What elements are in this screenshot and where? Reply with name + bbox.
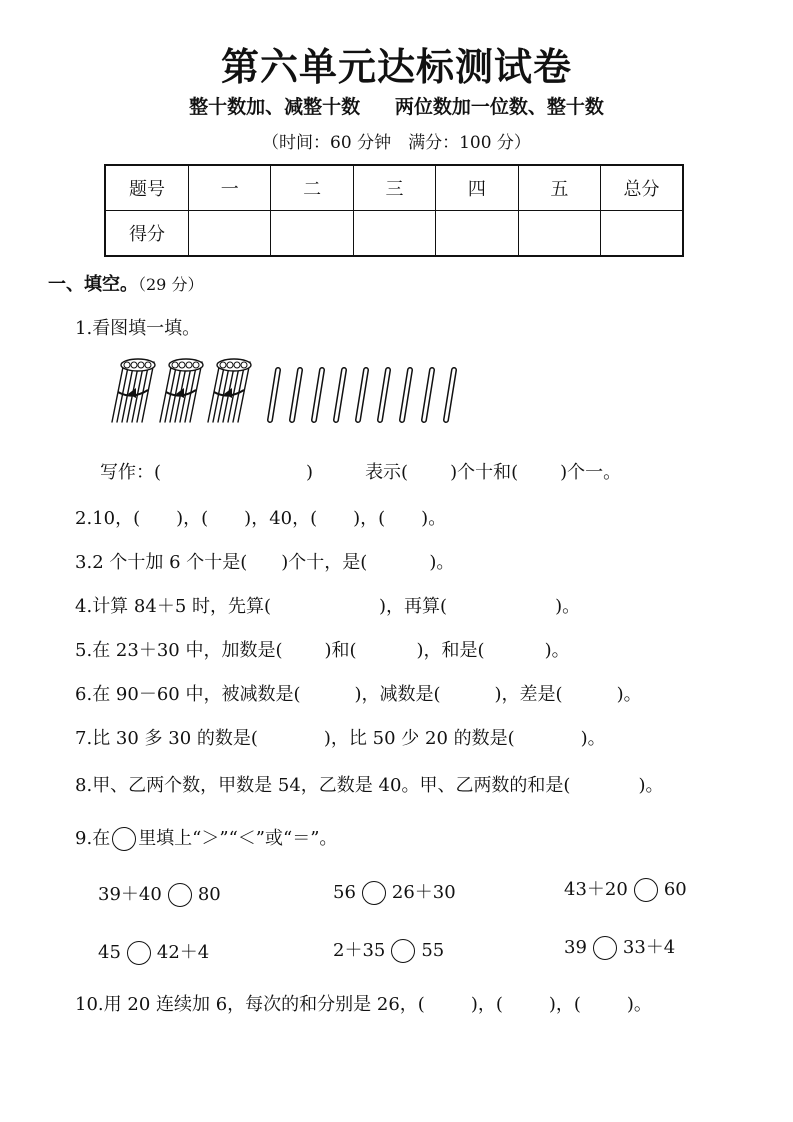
compare-circle[interactable]: [127, 941, 151, 965]
question-6: [75, 680, 642, 706]
question-number: 4.: [75, 596, 93, 617]
score-header-cell: 一: [189, 165, 271, 211]
compare-circle[interactable]: [593, 936, 617, 960]
question-text: )，(: [176, 508, 209, 529]
question-7: [75, 724, 606, 750]
compare-left: 45: [98, 942, 121, 963]
question-text: 10，(: [92, 508, 141, 529]
question-text: 里填上“＞”“＜”或“＝”。: [138, 828, 338, 849]
score-header-cell: 总分: [601, 165, 683, 211]
single-stick-icon: [424, 370, 432, 420]
score-header-cell: 五: [518, 165, 600, 211]
single-stick-icon: [314, 370, 322, 420]
question-10: [75, 990, 652, 1016]
question-number: 5.: [75, 640, 93, 661]
stick-bundle-icon: [160, 359, 203, 422]
question-text: )，差是(: [494, 684, 563, 705]
question-text: 在 23＋30 中，加数是(: [92, 640, 283, 661]
question-text: )。: [429, 552, 455, 573]
circle-icon: [112, 827, 136, 851]
score-table-header-row: [105, 165, 683, 211]
question-5: [75, 636, 570, 662]
question-text: )。: [555, 596, 581, 617]
compare-left: 39＋40: [98, 884, 162, 905]
subtitle-right: 两位数加一位数、整十数: [394, 96, 604, 118]
page-title: 第六单元达标测试卷: [220, 45, 572, 89]
question-text: 在 90－60 中，被减数是(: [92, 684, 301, 705]
stick-bundles: [112, 359, 251, 422]
score-header-cell: 三: [353, 165, 435, 211]
question-text: )，(: [548, 994, 581, 1015]
compare-right: 26＋30: [391, 882, 456, 903]
compare-item: [98, 880, 221, 907]
question-number: 9.: [75, 828, 93, 849]
question-number: 8.: [75, 775, 93, 796]
single-stick-icon: [402, 370, 410, 420]
subtitle-left: 整十数加、减整十数: [189, 96, 361, 118]
question-text: )。: [626, 994, 652, 1015]
compare-left: 39: [564, 937, 587, 958]
compare-left: 2＋35: [333, 940, 386, 961]
question-number: 7.: [75, 728, 93, 749]
question-text: 在: [92, 828, 111, 849]
write-label: 写作：(: [100, 462, 162, 483]
section-heading: [48, 270, 203, 296]
compare-right: 80: [197, 884, 221, 905]
stick-bundle-icon: [208, 359, 251, 422]
represent-end: )个一。: [560, 462, 622, 483]
score-table-score-row: [105, 211, 683, 257]
question-1-answers: [100, 458, 621, 484]
single-stick-icon: [336, 370, 344, 420]
question-text: )。: [544, 640, 570, 661]
compare-item: [98, 938, 209, 965]
score-input-cell[interactable]: [353, 211, 435, 257]
score-input-cell[interactable]: [601, 211, 683, 257]
score-header-cell: 四: [436, 165, 518, 211]
single-stick-icon: [380, 370, 388, 420]
question-text: )个十，是(: [281, 552, 368, 573]
question-3: [75, 548, 454, 574]
stick-bundle-icon: [112, 359, 155, 422]
section-points: （29 分）: [138, 275, 204, 294]
compare-circle[interactable]: [634, 878, 658, 902]
question-text: )。: [580, 728, 606, 749]
compare-item: [333, 878, 456, 905]
question-number: 6.: [75, 684, 93, 705]
score-header-cell: 题号: [105, 165, 189, 211]
compare-circle[interactable]: [362, 881, 386, 905]
score-input-cell[interactable]: [271, 211, 353, 257]
question-text: )，再算(: [379, 596, 448, 617]
write-close: ): [306, 462, 314, 483]
page-subtitle: [0, 92, 793, 119]
score-header-cell: 二: [271, 165, 353, 211]
question-8: [75, 771, 664, 797]
question-text: )，40，(: [244, 508, 318, 529]
compare-left: 43＋20: [564, 879, 628, 900]
question-number: 3.: [75, 552, 93, 573]
score-input-cell[interactable]: [518, 211, 600, 257]
time-info: （时间：60 分钟 满分：100 分）: [262, 133, 531, 153]
compare-left: 56: [333, 882, 356, 903]
compare-item: [333, 936, 444, 963]
represent-label: 表示(: [365, 462, 409, 483]
question-text: 比 30 多 30 的数是(: [92, 728, 258, 749]
represent-mid: )个十和(: [450, 462, 519, 483]
question-2: [75, 504, 446, 530]
compare-right: 33＋4: [622, 937, 676, 958]
question-number: 1.: [75, 318, 93, 339]
question-9-heading: [75, 824, 337, 851]
question-4: [75, 592, 580, 618]
question-text: )，比 50 少 20 的数是(: [323, 728, 515, 749]
compare-right: 60: [663, 879, 687, 900]
question-text: )，减数是(: [354, 684, 441, 705]
question-text: )。: [616, 684, 642, 705]
single-stick-icon: [292, 370, 300, 420]
question-text: )，(: [353, 508, 386, 529]
compare-right: 42＋4: [156, 942, 210, 963]
section-title: 一、填空。: [48, 274, 138, 295]
question-text: 2 个十加 6 个十是(: [92, 552, 248, 573]
compare-circle[interactable]: [391, 939, 415, 963]
score-input-cell[interactable]: [189, 211, 271, 257]
question-text: )，和是(: [416, 640, 485, 661]
compare-item: [564, 933, 675, 960]
single-stick-icon: [358, 370, 366, 420]
question-text: )和(: [324, 640, 357, 661]
score-table: [104, 164, 684, 257]
score-input-cell[interactable]: [436, 211, 518, 257]
single-sticks: [270, 370, 454, 420]
question-text: )。: [421, 508, 447, 529]
question-text: 计算 84＋5 时，先算(: [92, 596, 272, 617]
question-1-heading: [75, 314, 200, 340]
compare-circle[interactable]: [168, 883, 192, 907]
score-row-label: 得分: [105, 211, 189, 257]
question-number: 10.: [75, 994, 104, 1015]
question-text: 看图填一填。: [92, 318, 201, 339]
counting-sticks-illustration: [104, 356, 464, 432]
question-text: )。: [638, 775, 664, 796]
question-number: 2.: [75, 508, 93, 529]
question-text: 用 20 连续加 6，每次的和分别是 26，(: [103, 994, 425, 1015]
single-stick-icon: [446, 370, 454, 420]
question-text: 甲、乙两个数，甲数是 54，乙数是 40。甲、乙两数的和是(: [92, 775, 571, 796]
single-stick-icon: [270, 370, 278, 420]
question-text: )，(: [470, 994, 503, 1015]
compare-right: 55: [421, 940, 445, 961]
compare-item: [564, 875, 687, 902]
